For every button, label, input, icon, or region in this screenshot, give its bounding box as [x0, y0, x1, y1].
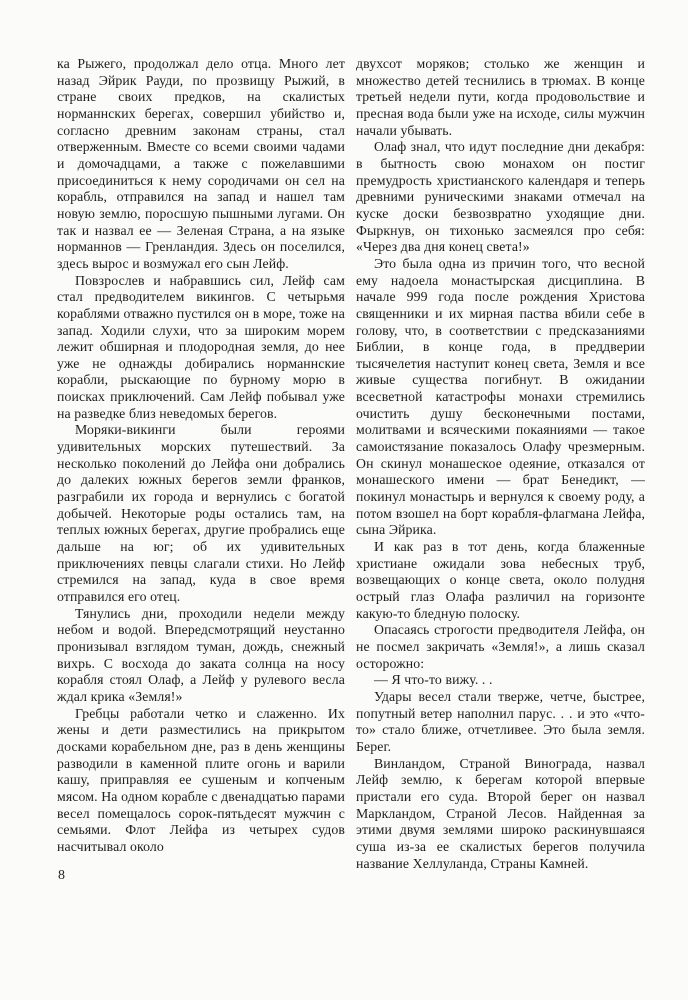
paragraph: Это была одна из причин того, что весной ему надоела монастырская дисциплина. В начале 999 года после рождения Христова священники и их мирная паства вбили себе в голову, что, в соответствии с предсказаниями Библии, в конце года, в преддверии тысячелетия наступит конец света, Земля и все живые существа погибнут. В ожидании всесветной катастрофы монахи стремились очистить душу бесконечными постами, молитвами и всяческими покаяниями — такое самоистязание показалось Олафу чрезмерным. Он скинул монашеское одеяние, отказался от монашеского имени — брат Бенедикт, — покинул монастырь и вернулся к своему роду, а потом взошел на борт корабля-флагмана Лейфа, сына Эйрика.	[356, 255, 645, 538]
dialogue-line: — Я что-то вижу. . .	[374, 672, 493, 688]
page-number: 8	[58, 868, 65, 883]
paragraph: Винландом, Страной Винограда, назвал Лейф землю, к берегам которой впервые пристали его суда. Второй берег он назвал Маркландом, Страной Лесов. Найденная за этими двумя землями широко раскинувшаяся суша из-за ее скалистых берегов получила название Хеллуланда, Страны Камней.	[356, 755, 645, 871]
paragraph: И как раз в тот день, когда блаженные христиане ожидали зова небесных труб, возвещающих о конце света, около полудня острый глаз Олафа различил на горизонте какую-то бледную полоску.	[356, 539, 645, 621]
paragraph: Гребцы работали четко и слаженно. Их жены и дети разместились на прикрытом досками корабельном дне, раз в день женщины разводили в каменной плите огонь и варили кашу, приправляя ее сушеным и копченым мясом. На одном корабле с двенадцатью парами весел помещалось сорок-пятьдесят мужчин с семьями. Флот Лейфа из четырех судов насчитывал около	[57, 705, 345, 854]
paragraph: ка Рыжего, продолжал дело отца. Много лет назад Эйрик Рауди, по прозвищу Рыжий, в стране своих предков, на скалистых норманнских берегах, совершил убийство и, согласно древним законам страны, стал отверженным. Вместе со всеми своими чадами и домочадцами, а также с пожелавшими присоединиться к нему сородичами он сел на корабль, отправился на запад и нашел там новую землю, поросшую пышными лугами. Он так и назвал ее — Зеленая Страна, а на языке норманнов — Гренландия. Здесь он поселился, здесь вырос и возмужал его сын Лейф.	[57, 56, 345, 271]
text-column-left	[57, 56, 345, 856]
paragraph: Олаф знал, что идут последние дни декабря: в бытность свою монахом он постиг премудрость христианского календаря и теперь древними руническими знаками отмечал на куске доски безвозвратно уходящие дни. Фыркнув, он тихонько засмеялся про себя: «Через два дня конец света!»	[356, 139, 645, 255]
paragraph: Удары весел стали тверже, четче, быстрее, попутный ветер наполнил парус. . . и это «что-то» стало ближе, отчетливее. Это была земля. Берег.	[356, 688, 645, 754]
paragraph: Опасаясь строгости предводителя Лейфа, он не посмел закричать «Земля!», а лишь сказал осторожно:	[356, 622, 645, 671]
paragraph: Повзрослев и набравшись сил, Лейф сам стал предводителем викингов. С четырьмя кораблями отважно пустился он в море, тоже на запад. Ходили слухи, что за широким морем лежит обширная и плодородная земля, до нее уже не однажды добирались норманнские корабли, рыскающие по бурному морю в поисках приключений. Сам Лейф побывал уже на разведке близ неведомых берегов.	[57, 272, 345, 421]
text-column-right	[356, 56, 645, 872]
paragraph: Моряки-викинги были героями удивительных морских путешествий. За несколько поколений до Лейфа они добрались до далеких южных берегов земли франков, разграбили их города и вернулись с богатой добычей. Некоторые роды остались там, на теплых южных берегах, другие пробрались еще дальше на юг; об их удивительных приключениях певцы слагали стихи. Но Лейф стремился на запад, куда в свое время отправился его отец.	[57, 422, 345, 604]
paragraph: двухсот моряков; столько же женщин и множество детей теснились в трюмах. В конце третьей недели пути, когда продовольствие и пресная вода были уже на исходе, силы мужчин начали убывать.	[356, 56, 645, 138]
paragraph: Тянулись дни, проходили недели между небом и водой. Впередсмотрящий неустанно пронизывал взглядом туман, дождь, снежный вихрь. С восхода до заката солнца на носу корабля стоял Олаф, а Лейф у рулевого весла ждал крика «Земля!»	[57, 605, 345, 704]
